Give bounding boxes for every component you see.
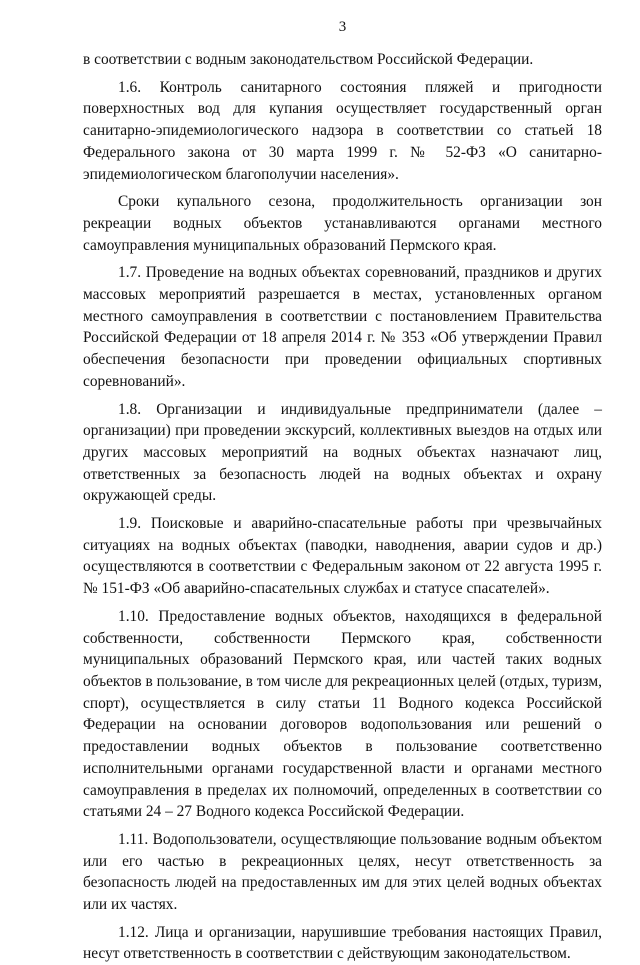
document-body <box>83 49 602 965</box>
paragraph-1-6: 1.6. Контроль санитарного состояния пляжей и пригодности поверхностных вод для купания осуществляет государственный орган санитарно-эпидемиологического надзора в соответствии со статьей 18 Федерального закона от 30 марта 1999 г. № 52-ФЗ «О санитарно-эпидемиологическом благополучии населения». <box>83 78 602 183</box>
paragraph-1-9: 1.9. Поисковые и аварийно-спасательные работы при чрезвычайных ситуациях на водных объектах (паводки, наводнения, аварии судов и др.) осуществляются в соответствии с Федеральным законом от 22 августа 1995 г. № 151-ФЗ «Об аварийно-спасательных службах и статусе спасателей». <box>83 515 602 598</box>
paragraph-1-10: 1.10. Предоставление водных объектов, находящихся в федеральной собственности, собственности Пермского края, собственности муниципальных образований Пермского края, или частей таких водных объектов в пользование, в том числе для рекреационных целей (отдых, туризм, спорт), осуществляется в силу статьи 11 Водного кодекса Российской Федерации на основании договоров водопользования или решений о предоставлении водных объектов в пользование соответственно исполнительными органами государственной власти и органами местного самоуправления в пределах их полномочий, определенных в соответствии со статьями 24 – 27 Водного кодекса Российской Федерации. <box>83 607 602 821</box>
paragraph-1-12: 1.12. Лица и организации, нарушившие требования настоящих Правил, несут ответственность в соответствии с действующим законодательством. <box>83 923 602 963</box>
paragraph-1-8: 1.8. Организации и индивидуальные предприниматели (далее – организации) при проведении экскурсий, коллективных выездов на отдых или других массовых мероприятий на водных объектах назначают лиц, ответственных за безопасность людей на водных объектах и охрану окружающей среды. <box>83 400 602 505</box>
paragraph-bathing-season: Сроки купального сезона, продолжительность организации зон рекреации водных объектов устанавливаются органами местного самоуправления муниципальных образований Пермского края. <box>83 193 602 254</box>
paragraph-1-11: 1.11. Водопользователи, осуществляющие пользование водным объектом или его частью в рекреационных целях, несут ответственность за безопасность людей на предоставленных им для этих целей водных объектах или их частях. <box>83 830 602 914</box>
paragraph-1-7: 1.7. Проведение на водных объектах соревнований, праздников и других массовых мероприятий разрешается в местах, установленных органом местного самоуправления в соответствии с постановлением Правительства Российской Федерации от 18 апреля 2014 г. № 353 «Об утверждении Правил обеспечения безопасности при проведении официальных спортивных соревнований». <box>83 264 602 390</box>
paragraph-continuation: в соответствии с водным законодательством Российской Федерации. <box>83 51 534 68</box>
page-number: 3 <box>338 19 347 35</box>
